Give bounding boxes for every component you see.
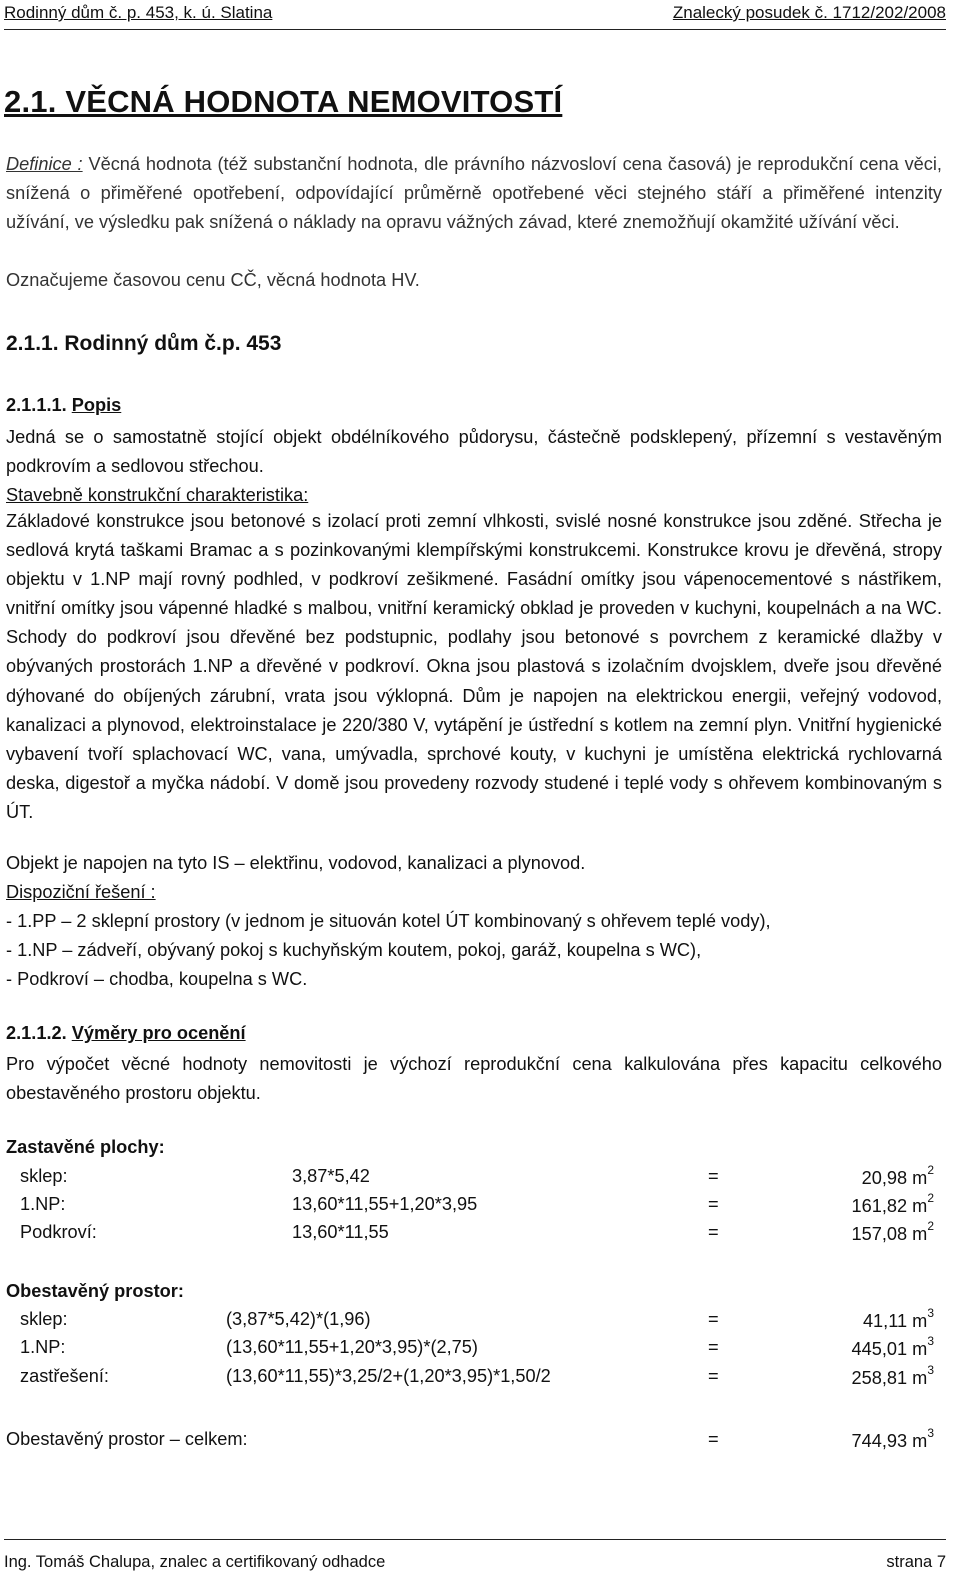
vymery-text: Pro výpočet věcné hodnoty nemovitosti je výchozí reprodukční cena kalkulována přes kapacitu celkového obestavěného prostoru objektu. bbox=[6, 1054, 942, 1103]
footer-page-number: strana 7 bbox=[886, 1553, 946, 1571]
zastavene-label: Zastavěné plochy: bbox=[6, 1137, 165, 1157]
footer-author: Ing. Tomáš Chalupa, znalec a certifikovaný odhadce bbox=[4, 1553, 386, 1571]
construction-label: Stavebně konstrukční charakteristika: bbox=[6, 485, 309, 505]
zastavene-row: 1.NP: 13,60*11,55+1,20*3,95 = 161,82 $m^2$ bbox=[20, 1191, 934, 1217]
popis-intro: Jedná se o samostatně stojící objekt obdélníkového půdorysu, částečně podsklepený, přízemní s vestavěným podkrovím a sedlovou střechou. bbox=[6, 427, 942, 476]
obestaveny-row: zastřešení: (13,60*11,55)*3,25/2+(1,20*3,95)*1,50/2 = 258,81 $m^3$ bbox=[20, 1363, 934, 1389]
popis-number: 2.1.1.1. bbox=[6, 395, 72, 415]
zastavene-row: Podkroví: 13,60*11,55 = 157,08 $m^2$ bbox=[20, 1219, 934, 1245]
vymery-heading bbox=[6, 1023, 246, 1044]
connection-text: Objekt je napojen na tyto IS – elektřinu, vodovod, kanalizaci a plynovod. bbox=[6, 853, 586, 873]
definition-text: Věcná hodnota (též substanční hodnota, dle právního názvosloví cena časová) je reprodukční cena věci, snížená o přiměřené opotřebení, odpovídající průměrně opotřebené věci stejného stáří a přiměřené intenzity užívání, ve výsledku pak snížená o náklady na opravu vážných závad, které znemožňují okamžité užívání věci. bbox=[6, 154, 942, 232]
obestaveny-row: 1.NP: (13,60*11,55+1,20*3,95)*(2,75) = 445,01 $m^3$ bbox=[20, 1334, 934, 1360]
obestaveny-row: sklep: (3,87*5,42)*(1,96) = 41,11 $m^3$ bbox=[20, 1306, 934, 1332]
layout-item-2: - 1.NP – zádveří, obývaný pokoj s kuchyňským koutem, pokoj, garáž, koupelna s WC), bbox=[6, 940, 702, 960]
obestaveny-total-row: Obestavěný prostor – celkem: = 744,93 $m^3$ bbox=[6, 1426, 934, 1452]
definition-paragraph bbox=[6, 150, 942, 237]
header-report-number: Znalecký posudek č. 1712/202/2008 bbox=[672, 3, 946, 22]
layout-item-1: - 1.PP – 2 sklepní prostory (v jednom je situován kotel ÚT kombinovaný s ohřevem teplé vody), bbox=[6, 911, 771, 931]
obestaveny-label: Obestavěný prostor: bbox=[6, 1281, 184, 1301]
vymery-title: Výměry pro ocenění bbox=[71, 1023, 246, 1043]
section-title: 2.1. VĚCNÁ HODNOTA NEMOVITOSTÍ bbox=[4, 84, 563, 119]
definition-note: Označujeme časovou cenu CČ, věcná hodnota HV. bbox=[6, 270, 420, 290]
popis-title: Popis bbox=[71, 395, 122, 415]
page-footer bbox=[4, 1539, 946, 1588]
header-property: Rodinný dům č. p. 453, k. ú. Slatina bbox=[4, 3, 273, 22]
zastavene-row: sklep: 3,87*5,42 = 20,98 $m^2$ bbox=[20, 1163, 934, 1189]
layout-item-3: - Podkroví – chodba, koupelna s WC. bbox=[6, 969, 308, 989]
page-header bbox=[4, 3, 946, 30]
vymery-number: 2.1.1.2. bbox=[6, 1023, 72, 1043]
popis-heading bbox=[6, 395, 121, 416]
subsection-title: 2.1.1. Rodinný dům č.p. 453 bbox=[6, 332, 282, 355]
layout-label: Dispoziční řešení : bbox=[6, 882, 156, 902]
construction-text: Základové konstrukce jsou betonové s izolací proti zemní vlhkosti, svislé nosné konstrukce jsou zděné. Střecha je sedlová krytá taškami Bramac a s pozinkovanými klempířskými konstrukcemi. Konstrukce krovu je dřevěná, stropy objektu v 1.NP mají rovný podhled, v podkroví zešikmené. Fasádní omítky jsou vápenocementové s nástřikem, vnitřní omítky jsou vápenné hladké s malbou, vnitřní keramický obklad je proveden v kuchyni, koupelnách a na WC. Schody do podkroví jsou dřevěné bez podstupnic, podlahy jsou betonové s povrchem z keramické dlažby v obývaných prostorách 1.NP a dřevěné v podkroví. Okna jsou plastová s izolačním dvojsklem, dveře jsou dřevěné dýhované do obíjených zárubní, vrata jsou výklopná. Dům je napojen na elektrickou energii, veřejný vodovod, kanalizaci a plynovod, elektroinstalace je 220/380 V, vytápění je ústřední s kotlem na zemní plyn. Vnitřní hygienické vybavení tvoří splachovací WC, vana, umývadla, sprchové kouty, v kuchyni je umístěna elektrická rychlovarná deska, digestoř a myčka nádobí. V domě jsou provedeny rozvody studené i teplé vody s ohřevem kombinovaným s ÚT. bbox=[6, 511, 942, 822]
definition-label: Definice : bbox=[6, 154, 83, 174]
